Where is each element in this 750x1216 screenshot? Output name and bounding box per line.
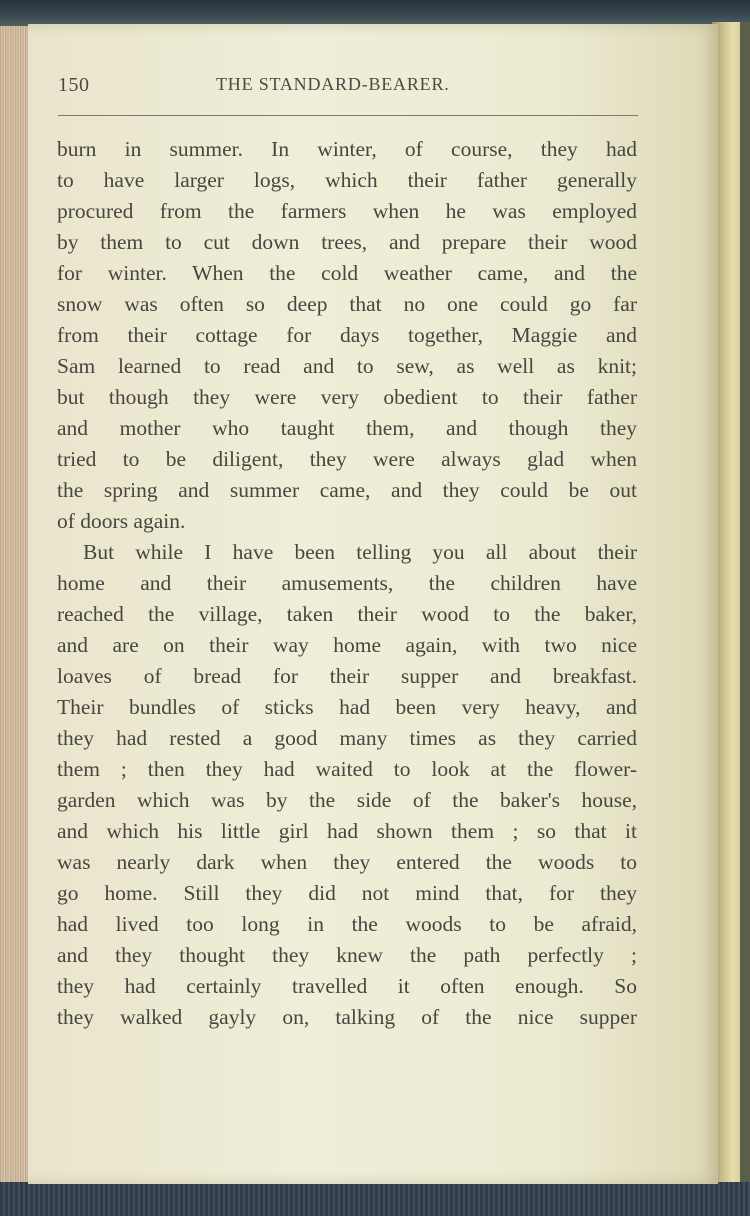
text-line: for winter. When the cold weather came, and the	[57, 261, 637, 285]
text-line: of doors again.	[57, 509, 186, 533]
text-line: tried to be diligent, they were always glad when	[57, 447, 637, 471]
text-line: them ; then they had waited to look at the flower-	[57, 757, 637, 781]
text-line: they walked gayly on, talking of the nice supper	[57, 1005, 637, 1029]
text-line: and mother who taught them, and though they	[57, 416, 637, 440]
text-line: go home. Still they did not mind that, for they	[57, 881, 637, 905]
text-line: Their bundles of sticks had been very heavy, and	[57, 695, 637, 719]
text-line: But while I have been telling you all about their	[83, 540, 637, 564]
text-line: from their cottage for days together, Maggie and	[57, 323, 637, 347]
text-line: to have larger logs, which their father generally	[57, 168, 637, 192]
text-line: snow was often so deep that no one could go far	[57, 292, 637, 316]
book-cover-bottom	[0, 1182, 750, 1216]
text-line: had lived too long in the woods to be afraid,	[57, 912, 637, 936]
running-head: THE STANDARD-BEARER.	[216, 74, 450, 94]
body-text	[57, 134, 637, 1033]
text-line: reached the village, taken their wood to the baker,	[57, 602, 637, 626]
page-header	[58, 72, 638, 112]
text-line: home and their amusements, the children have	[57, 571, 637, 595]
page-number: 150	[58, 74, 90, 96]
text-line: but though they were very obedient to their father	[57, 385, 637, 409]
left-page-edges	[0, 26, 28, 1184]
text-line: the spring and summer came, and they could be out	[57, 478, 637, 502]
text-line: procured from the farmers when he was employed	[57, 199, 637, 223]
text-line: garden which was by the side of the baker's house,	[57, 788, 637, 812]
text-line: and which his little girl had shown them ; so that it	[57, 819, 637, 843]
paragraph	[57, 537, 637, 1033]
text-line: and are on their way home again, with two nice	[57, 633, 637, 657]
text-line: was nearly dark when they entered the woods to	[57, 850, 637, 874]
text-line: they had certainly travelled it often enough. So	[57, 974, 637, 998]
text-line: by them to cut down trees, and prepare their wood	[57, 230, 637, 254]
text-line: Sam learned to read and to sew, as well as knit;	[57, 354, 637, 378]
text-line: and they thought they knew the path perfectly ;	[57, 943, 637, 967]
header-rule	[58, 115, 638, 116]
paragraph	[57, 134, 637, 537]
text-line: they had rested a good many times as they carried	[57, 726, 637, 750]
text-line: burn in summer. In winter, of course, they had	[57, 137, 637, 161]
text-line: loaves of bread for their supper and breakfast.	[57, 664, 637, 688]
